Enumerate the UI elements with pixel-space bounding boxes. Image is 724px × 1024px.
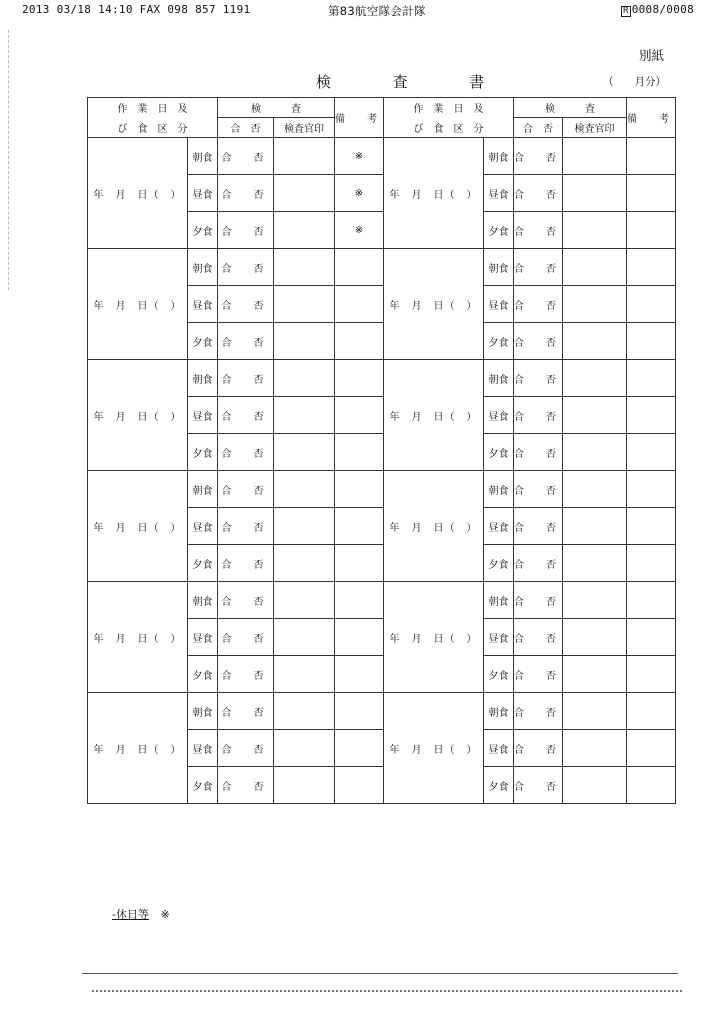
date-cell[interactable]: 年 月 日（ ） <box>88 138 188 249</box>
pass-fail-cell[interactable]: 合 否 <box>218 138 274 175</box>
inspector-stamp-cell[interactable] <box>563 656 627 693</box>
pass-fail-cell[interactable]: 合 否 <box>218 212 274 249</box>
remarks-cell[interactable] <box>627 175 676 212</box>
remarks-cell[interactable] <box>627 138 676 175</box>
remarks-cell[interactable] <box>627 767 676 804</box>
pass-fail-cell[interactable]: 合 否 <box>218 175 274 212</box>
pass-fail-cell[interactable]: 合 否 <box>218 323 274 360</box>
remarks-cell[interactable] <box>627 434 676 471</box>
inspector-stamp-cell[interactable] <box>563 397 627 434</box>
remarks-cell[interactable] <box>335 249 384 286</box>
date-cell[interactable]: 年 月 日（ ） <box>384 693 484 804</box>
inspector-stamp-cell[interactable] <box>563 249 627 286</box>
header-stamp: 検査官印 <box>563 118 627 138</box>
inspector-stamp-cell[interactable] <box>274 508 335 545</box>
pass-fail-cell[interactable]: 合 否 <box>514 360 563 397</box>
fax-page-number: 0008/0008 <box>631 3 694 16</box>
pass-fail-cell[interactable]: 合 否 <box>514 175 563 212</box>
inspector-stamp-cell[interactable] <box>563 360 627 397</box>
meal-label: 昼食 <box>484 619 514 656</box>
pass-fail-cell[interactable]: 合 否 <box>514 693 563 730</box>
meal-label: 昼食 <box>484 508 514 545</box>
footer-rule <box>82 973 678 974</box>
meal-label: 朝食 <box>188 138 218 175</box>
pass-fail-cell[interactable]: 合 否 <box>514 508 563 545</box>
meal-label: 朝食 <box>188 582 218 619</box>
meal-label: 朝食 <box>188 360 218 397</box>
remarks-cell[interactable] <box>627 693 676 730</box>
inspector-stamp-cell[interactable] <box>274 175 335 212</box>
meal-label: 朝食 <box>188 693 218 730</box>
meal-label: 夕食 <box>188 656 218 693</box>
inspector-stamp-cell[interactable] <box>274 434 335 471</box>
inspector-stamp-cell[interactable] <box>274 323 335 360</box>
table-row <box>88 582 676 619</box>
remarks-cell[interactable] <box>335 471 384 508</box>
pass-fail-cell[interactable]: 合 否 <box>514 471 563 508</box>
remarks-cell[interactable] <box>627 545 676 582</box>
title-char: 書 <box>469 73 487 91</box>
header-inspection: 検 査 <box>218 98 335 118</box>
fax-header-page <box>621 3 694 17</box>
remarks-cell[interactable] <box>335 360 384 397</box>
pass-fail-cell[interactable]: 合 否 <box>514 656 563 693</box>
meal-label: 夕食 <box>484 767 514 804</box>
header-pass-fail: 合 否 <box>218 118 274 138</box>
remarks-cell[interactable] <box>627 619 676 656</box>
pass-fail-cell[interactable]: 合 否 <box>218 656 274 693</box>
remarks-cell[interactable] <box>335 545 384 582</box>
date-cell[interactable]: 年 月 日（ ） <box>88 471 188 582</box>
meal-label: 昼食 <box>484 397 514 434</box>
pass-fail-cell[interactable]: 合 否 <box>218 582 274 619</box>
inspector-stamp-cell[interactable] <box>274 730 335 767</box>
header-work-date-line1: 作 業 日 及 <box>384 98 514 118</box>
inspector-stamp-cell[interactable] <box>274 286 335 323</box>
meal-label: 昼食 <box>484 730 514 767</box>
inspector-stamp-cell[interactable] <box>274 693 335 730</box>
remarks-cell[interactable] <box>335 582 384 619</box>
meal-label: 夕食 <box>188 434 218 471</box>
inspector-stamp-cell[interactable] <box>274 656 335 693</box>
remarks-cell[interactable] <box>627 249 676 286</box>
inspector-stamp-cell[interactable] <box>563 434 627 471</box>
remarks-cell[interactable] <box>335 656 384 693</box>
pass-fail-cell[interactable]: 合 否 <box>218 249 274 286</box>
remarks-cell[interactable] <box>627 656 676 693</box>
remarks-cell[interactable] <box>335 767 384 804</box>
inspector-stamp-cell[interactable] <box>563 323 627 360</box>
date-cell[interactable]: 年 月 日（ ） <box>384 360 484 471</box>
inspector-stamp-cell[interactable] <box>274 471 335 508</box>
remarks-cell[interactable] <box>335 286 384 323</box>
meal-label: 朝食 <box>188 249 218 286</box>
remarks-holiday-mark[interactable]: ※ <box>335 138 384 175</box>
fax-header-sender: 第83航空隊会計隊 <box>328 4 426 18</box>
inspector-stamp-cell[interactable] <box>274 545 335 582</box>
pass-fail-cell[interactable]: 合 否 <box>514 249 563 286</box>
pass-fail-cell[interactable]: 合 否 <box>514 767 563 804</box>
inspector-stamp-cell[interactable] <box>274 397 335 434</box>
scan-margin-line <box>8 30 9 290</box>
header-work-date-line1: 作 業 日 及 <box>88 98 218 118</box>
inspector-stamp-cell[interactable] <box>274 138 335 175</box>
pass-fail-cell[interactable]: 合 否 <box>514 286 563 323</box>
remarks-holiday-mark[interactable]: ※ <box>335 175 384 212</box>
inspector-stamp-cell[interactable] <box>563 212 627 249</box>
remarks-cell[interactable] <box>335 323 384 360</box>
header-pass-fail: 合 否 <box>514 118 563 138</box>
meal-label: 昼食 <box>484 175 514 212</box>
title-char: 検 <box>316 73 334 91</box>
remarks-cell[interactable] <box>335 693 384 730</box>
inspector-stamp-cell[interactable] <box>563 767 627 804</box>
meal-label: 夕食 <box>484 212 514 249</box>
title-char: 査 <box>392 73 410 91</box>
header-stamp: 検査官印 <box>274 118 335 138</box>
inspector-stamp-cell[interactable] <box>563 545 627 582</box>
meal-label: 夕食 <box>188 323 218 360</box>
date-cell[interactable]: 年 月 日（ ） <box>88 582 188 693</box>
fax-page-icon: R <box>622 6 629 16</box>
remarks-cell[interactable] <box>335 730 384 767</box>
month-field: （ 月分） <box>603 76 666 88</box>
header-remarks: 備 考 <box>627 98 676 138</box>
date-cell[interactable]: 年 月 日（ ） <box>384 138 484 249</box>
remarks-cell[interactable] <box>335 508 384 545</box>
meal-label: 昼食 <box>188 730 218 767</box>
remarks-holiday-mark[interactable]: ※ <box>335 212 384 249</box>
remarks-cell[interactable] <box>627 730 676 767</box>
inspector-stamp-cell[interactable] <box>563 508 627 545</box>
table-row <box>88 360 676 397</box>
fax-header-left: 2013 03/18 14:10 FAX 098 857 1191 <box>22 3 251 16</box>
pass-fail-cell[interactable]: 合 否 <box>218 730 274 767</box>
meal-label: 夕食 <box>188 212 218 249</box>
pass-fail-cell[interactable]: 合 否 <box>218 545 274 582</box>
pass-fail-cell[interactable]: 合 否 <box>514 397 563 434</box>
remarks-cell[interactable] <box>627 508 676 545</box>
remarks-cell[interactable] <box>335 434 384 471</box>
table-row <box>88 249 676 286</box>
date-cell[interactable]: 年 月 日（ ） <box>88 693 188 804</box>
table-row <box>88 138 676 175</box>
inspector-stamp-cell[interactable] <box>274 767 335 804</box>
meal-label: 昼食 <box>188 175 218 212</box>
inspector-stamp-cell[interactable] <box>563 175 627 212</box>
meal-label: 朝食 <box>484 582 514 619</box>
remarks-cell[interactable] <box>627 397 676 434</box>
remarks-cell[interactable] <box>627 323 676 360</box>
table-row <box>88 693 676 730</box>
meal-label: 朝食 <box>188 471 218 508</box>
meal-label: 朝食 <box>484 360 514 397</box>
date-cell[interactable]: 年 月 日（ ） <box>384 582 484 693</box>
table-row <box>88 471 676 508</box>
inspector-stamp-cell[interactable] <box>563 471 627 508</box>
pass-fail-cell[interactable]: 合 否 <box>218 693 274 730</box>
pass-fail-cell[interactable]: 合 否 <box>514 323 563 360</box>
pass-fail-cell[interactable]: 合 否 <box>218 471 274 508</box>
remarks-cell[interactable] <box>335 619 384 656</box>
remarks-cell[interactable] <box>627 212 676 249</box>
inspection-table <box>87 97 676 804</box>
inspector-stamp-cell[interactable] <box>274 582 335 619</box>
header-inspection: 検 査 <box>514 98 627 118</box>
pass-fail-cell[interactable]: 合 否 <box>218 767 274 804</box>
holiday-mark: ※ <box>160 908 170 921</box>
inspector-stamp-cell[interactable] <box>274 212 335 249</box>
meal-label: 朝食 <box>484 249 514 286</box>
meal-label: 昼食 <box>188 619 218 656</box>
pass-fail-cell[interactable]: 合 否 <box>218 508 274 545</box>
remarks-cell[interactable] <box>627 286 676 323</box>
pass-fail-cell[interactable]: 合 否 <box>218 397 274 434</box>
pass-fail-cell[interactable]: 合 否 <box>514 582 563 619</box>
inspector-stamp-cell[interactable] <box>563 286 627 323</box>
meal-label: 夕食 <box>484 656 514 693</box>
pass-fail-cell[interactable]: 合 否 <box>514 730 563 767</box>
inspector-stamp-cell[interactable] <box>563 619 627 656</box>
remarks-cell[interactable] <box>335 397 384 434</box>
pass-fail-cell[interactable]: 合 否 <box>218 360 274 397</box>
inspector-stamp-cell[interactable] <box>563 730 627 767</box>
remarks-cell[interactable] <box>627 582 676 619</box>
date-cell[interactable]: 年 月 日（ ） <box>88 360 188 471</box>
date-cell[interactable]: 年 月 日（ ） <box>88 249 188 360</box>
pass-fail-cell[interactable]: 合 否 <box>514 212 563 249</box>
meal-label: 朝食 <box>484 693 514 730</box>
meal-label: 朝食 <box>484 471 514 508</box>
footer-holiday-note <box>112 906 170 922</box>
inspector-stamp-cell[interactable] <box>563 582 627 619</box>
holiday-label: -休日等 <box>112 908 149 921</box>
inspector-stamp-cell[interactable] <box>274 619 335 656</box>
date-cell[interactable]: 年 月 日（ ） <box>384 249 484 360</box>
meal-label: 夕食 <box>188 767 218 804</box>
pass-fail-cell[interactable]: 合 否 <box>514 434 563 471</box>
page-title <box>316 71 486 92</box>
annex-label: 別紙 <box>638 48 664 63</box>
inspector-stamp-cell[interactable] <box>274 360 335 397</box>
meal-label: 昼食 <box>484 286 514 323</box>
pass-fail-cell[interactable]: 合 否 <box>514 545 563 582</box>
header-work-date-line2: び 食 区 分 <box>88 118 218 138</box>
header-work-date-line2: び 食 区 分 <box>384 118 514 138</box>
footer-rule-dotted <box>92 990 682 992</box>
pass-fail-cell[interactable]: 合 否 <box>514 619 563 656</box>
header-remarks: 備 考 <box>335 98 384 138</box>
meal-label: 昼食 <box>188 286 218 323</box>
meal-label: 昼食 <box>188 508 218 545</box>
remarks-cell[interactable] <box>627 471 676 508</box>
pass-fail-cell[interactable]: 合 否 <box>218 619 274 656</box>
remarks-cell[interactable] <box>627 360 676 397</box>
date-cell[interactable]: 年 月 日（ ） <box>384 471 484 582</box>
pass-fail-cell[interactable]: 合 否 <box>218 286 274 323</box>
meal-label: 朝食 <box>484 138 514 175</box>
inspector-stamp-cell[interactable] <box>274 249 335 286</box>
inspector-stamp-cell[interactable] <box>563 138 627 175</box>
meal-label: 夕食 <box>484 434 514 471</box>
meal-label: 夕食 <box>484 545 514 582</box>
meal-label: 夕食 <box>484 323 514 360</box>
meal-label: 夕食 <box>188 545 218 582</box>
pass-fail-cell[interactable]: 合 否 <box>218 434 274 471</box>
inspector-stamp-cell[interactable] <box>563 693 627 730</box>
meal-label: 昼食 <box>188 397 218 434</box>
pass-fail-cell[interactable]: 合 否 <box>514 138 563 175</box>
